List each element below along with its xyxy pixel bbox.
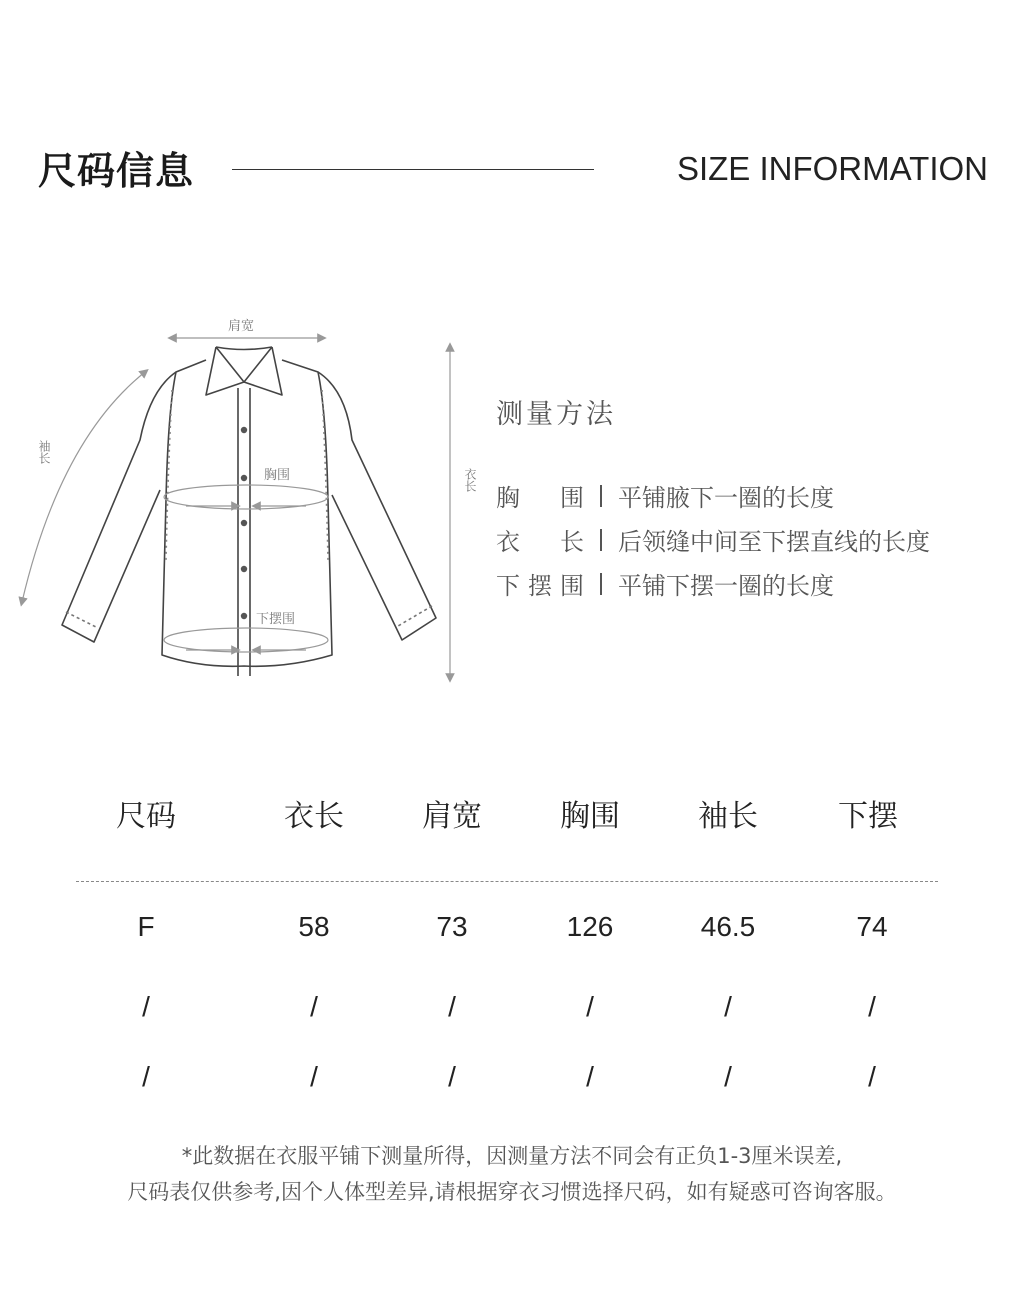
table-cell: / [724,991,732,1022]
table-header-row [76,792,938,842]
table-cell: / [868,991,876,1022]
method-desc: 后领缝中间至下摆直线的长度 [618,528,930,556]
table-row [76,902,938,952]
table-cell: 73 [436,911,468,942]
header-length: 衣长 [284,799,344,834]
table-cell: / [310,1061,318,1092]
table-row [76,982,938,1032]
method-desc: 平铺腋下一圈的长度 [618,484,834,512]
header-shoulder: 肩宽 [422,799,482,834]
header-chest: 胸围 [560,799,620,834]
footnote-line-2: 尺码表仅供参考,因个人体型差异,请根据穿衣习惯选择尺码，如有疑惑可咨询客服。 [127,1180,897,1204]
method-term: 衣长 [496,528,584,556]
table-row [76,1052,938,1102]
title-divider [232,169,594,170]
table-cell: / [142,1061,150,1092]
method-desc: 平铺下摆一圈的长度 [618,572,834,600]
table-cell: / [448,991,456,1022]
table-cell: 46.5 [700,911,756,942]
method-term: 下摆围 [496,572,584,600]
shoulder-label: 肩宽 [228,319,255,334]
header-size: 尺码 [116,799,176,834]
table-cell: F [137,911,155,942]
method-title: 测量方法 [496,399,616,430]
table-cell: / [142,991,150,1022]
method-row-chest [496,478,834,513]
hem-label: 下摆围 [256,612,296,627]
table-cell: / [724,1061,732,1092]
table-cell: 74 [856,911,888,942]
table-cell: 58 [298,911,330,942]
method-separator [600,529,602,551]
table-cell: / [310,991,318,1022]
sleeve-label: 袖长 [37,440,51,464]
method-term: 胸围 [496,484,584,512]
table-cell: / [586,1061,594,1092]
length-label: 衣长 [463,468,477,492]
header-hem: 下摆 [838,799,898,834]
footnote-line-1: *此数据在衣服平铺下测量所得，因测量方法不同会有正负1-3厘米误差, [181,1144,843,1168]
table-cell: / [868,1061,876,1092]
page-title: 尺码信息 [38,149,195,193]
table-divider [76,881,938,882]
page-title-english: SIZE INFORMATION [676,150,988,187]
table-cell: 126 [566,911,614,942]
table-cell: / [448,1061,456,1092]
method-row-hem [496,566,834,601]
method-row-length [496,522,930,557]
method-separator [600,573,602,595]
table-cell: / [586,991,594,1022]
header-sleeve: 袖长 [698,799,758,834]
shirt-measurement-diagram [0,300,480,700]
chest-label: 胸围 [264,468,291,483]
method-separator [600,485,602,507]
